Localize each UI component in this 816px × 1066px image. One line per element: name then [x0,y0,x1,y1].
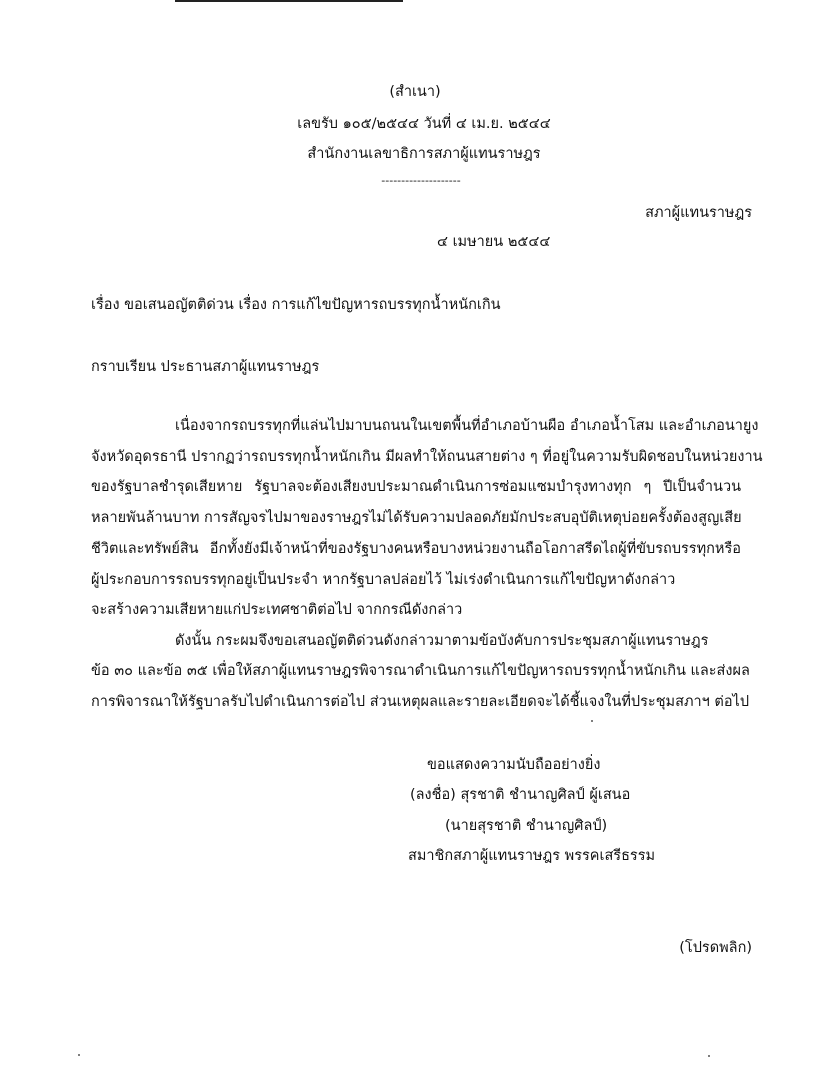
scan-speck [708,1055,710,1057]
sender: สภาผู้แทนราษฎร [645,205,752,221]
office-name: สำนักงานเลขาธิการสภาผู้แทนราษฎร [307,146,541,162]
header-separator: -------------------- [381,174,461,187]
paragraph-1-line-3: ของรัฐบาลชำรุดเสียหาย รัฐบาลจะต้องเสียงบประมาณดำเนินการซ่อมแซมบำรุงทางทุก ๆ ปีเป็นจำนวน [91,479,741,495]
paragraph-1-line-1: เนื่องจากรถบรรทุกที่แล่นไปมาบนถนนในเขตพื้นที่อำเภอบ้านผือ อำเภอน้ำโสม และอำเภอนายูง [175,418,759,434]
salutation: กราบเรียน ประธานสภาผู้แทนราษฎร [91,359,320,375]
paragraph-1-line-7: จะสร้างความเสียหายแก่ประเทศชาติต่อไป จากกรณีดังกล่าว [91,602,463,618]
letter-date: ๔ เมษายน ๒๕๔๔ [437,234,551,250]
paragraph-2-line-2: ข้อ ๓๐ และข้อ ๓๕ เพื่อให้สภาผู้แทนราษฎรพิจารณาดำเนินการแก้ไขปัญหารถบรรทุกน้ำหนักเกิน และส่งผล [91,663,750,679]
please-turn-over: (โปรดพลิก) [679,940,752,956]
paragraph-1-line-2: จังหวัดอุดรธานี ปรากฏว่ารถบรรทุกน้ำหนักเกิน มีผลทำให้ถนนสายต่าง ๆ ที่อยู่ในความรับผิดชอบในหน่วยงาน [91,449,763,465]
paragraph-1-line-4: หลายพันล้านบาท การสัญจรไปมาของราษฎรไม่ได้รับความปลอดภัยมักประสบอุบัติเหตุบ่อยครั้งต้องสูญเสีย [91,510,742,526]
paragraph-1-line-6: ผู้ประกอบการรถบรรทุกอยู่เป็นประจำ หากรัฐบาลปล่อยไว้ ไม่เร่งดำเนินการแก้ไขปัญหาดังกล่าว [91,572,676,588]
subject: เรื่อง ขอเสนอญัตติด่วน เรื่อง การแก้ไขปัญหารถบรรทุกน้ำหนักเกิน [91,297,501,313]
printed-name: (นายสุรชาติ ชำนาญศิลป์) [445,818,608,834]
signer-position: สมาชิกสภาผู้แทนราษฎร พรรคเสรีธรรม [408,848,656,864]
paragraph-1-line-5: ชีวิตและทรัพย์สิน อีกทั้งยังมีเจ้าหน้าที่ของรัฐบางคนหรือบางหน่วยงานถือโอกาสรีดไถผู้ที่ขับรถบรรทุกหรือ [91,541,741,557]
scan-speck [591,720,593,722]
copy-label: (สำเนา) [389,84,441,100]
scan-artifact-line [175,0,403,2]
paragraph-2-line-1: ดังนั้น กระผมจึงขอเสนอญัตติด่วนดังกล่าวมาตามข้อบังคับการประชุมสภาผู้แทนราษฎร [175,633,709,649]
closing-respect: ขอแสดงความนับถืออย่างยิ่ง [427,757,601,773]
paragraph-2-line-3: การพิจารณาให้รัฐบาลรับไปดำเนินการต่อไป ส่วนเหตุผลและรายละเอียดจะได้ชี้แจงในที่ประชุมสภาฯ ต่อไป [91,694,750,710]
signature-line: (ลงชื่อ) สุรชาติ ชำนาญศิลป์ ผู้เสนอ [410,787,631,803]
receipt-number: เลขรับ ๑๐๕/๒๕๔๔ วันที่ ๔ เม.ย. ๒๕๔๔ [297,116,551,132]
scan-speck [78,1054,80,1056]
